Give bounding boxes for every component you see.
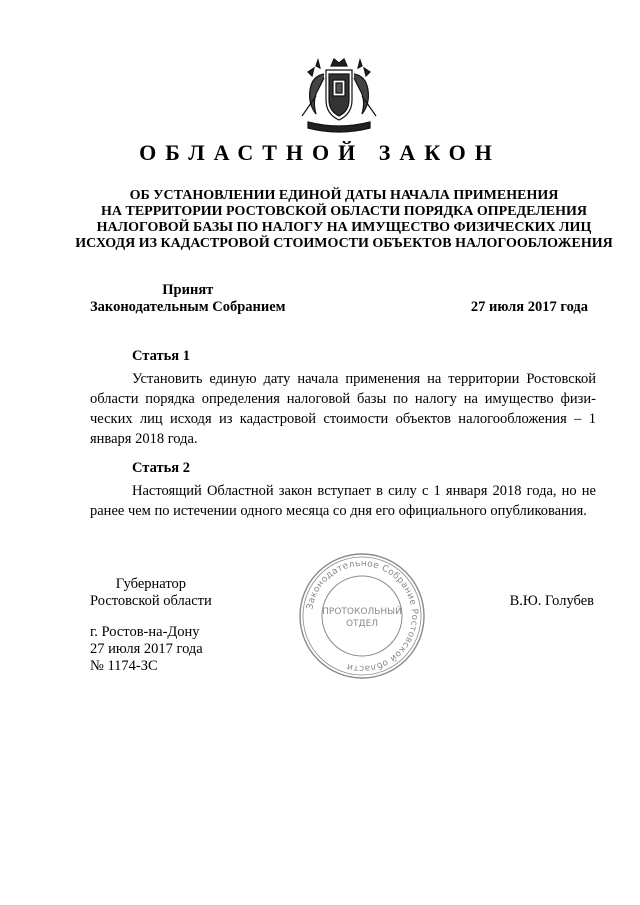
svg-text:ОТДЕЛ: ОТДЕЛ [345, 619, 379, 629]
article-1-heading: Статья 1 [132, 348, 190, 364]
coat-of-arms-emblem [296, 56, 382, 138]
svg-text:Законодательное Собрание Росто: Законодательное Собрание Ростовской области [305, 558, 420, 674]
place-of-signing: г. Ростов-на-Дону [90, 624, 200, 640]
official-stamp [296, 550, 428, 682]
article-1-text: Установить единую дату начала применения на территории Ростовской области порядка определения налоговой базы по налогу на имущество физических лиц исходя из кадастровой стоимости объектов налогообложения – 1 января 2018 года. [90, 371, 596, 447]
svg-text:ПРОТОКОЛЬНЫЙ: ПРОТОКОЛЬНЫЙ [322, 607, 402, 617]
law-title [60, 188, 628, 252]
signatory-position [90, 576, 212, 610]
law-title-line: ИСХОДЯ ИЗ КАДАСТРОВОЙ СТОИМОСТИ ОБЪЕКТОВ НАЛОГООБЛОЖЕНИЯ [75, 236, 613, 251]
position-title: Губернатор [115, 576, 186, 592]
law-number: № 1174-ЗС [90, 658, 158, 674]
adopted-body: Законодательным Собранием [90, 299, 286, 315]
adopted-label: Принят [162, 282, 214, 298]
law-title-line: НАЛОГОВОЙ БАЗЫ ПО НАЛОГУ НА ИМУЩЕСТВО ФИЗИЧЕСКИХ ЛИЦ [96, 220, 592, 235]
article-2-text: Настоящий Областной закон вступает в силу с 1 января 2018 года, но не ранее чем по истечении одного месяца со дня его официального опубликования. [90, 483, 596, 519]
article-2-heading: Статья 2 [132, 460, 190, 476]
adopted-by [90, 282, 286, 316]
law-title-line: ОБ УСТАНОВЛЕНИИ ЕДИНОЙ ДАТЫ НАЧАЛА ПРИМЕНЕНИЯ [129, 188, 559, 203]
adopted-date: 27 июля 2017 года [470, 299, 588, 315]
law-type-heading: ОБЛАСТНОЙ ЗАКОН [139, 140, 501, 165]
position-region: Ростовской области [90, 593, 212, 609]
signatory-name: В.Ю. Голубев [509, 593, 594, 609]
law-title-line: НА ТЕРРИТОРИИ РОСТОВСКОЙ ОБЛАСТИ ПОРЯДКА ОПРЕДЕЛЕНИЯ [101, 204, 587, 219]
signing-date: 27 июля 2017 года [90, 641, 203, 657]
